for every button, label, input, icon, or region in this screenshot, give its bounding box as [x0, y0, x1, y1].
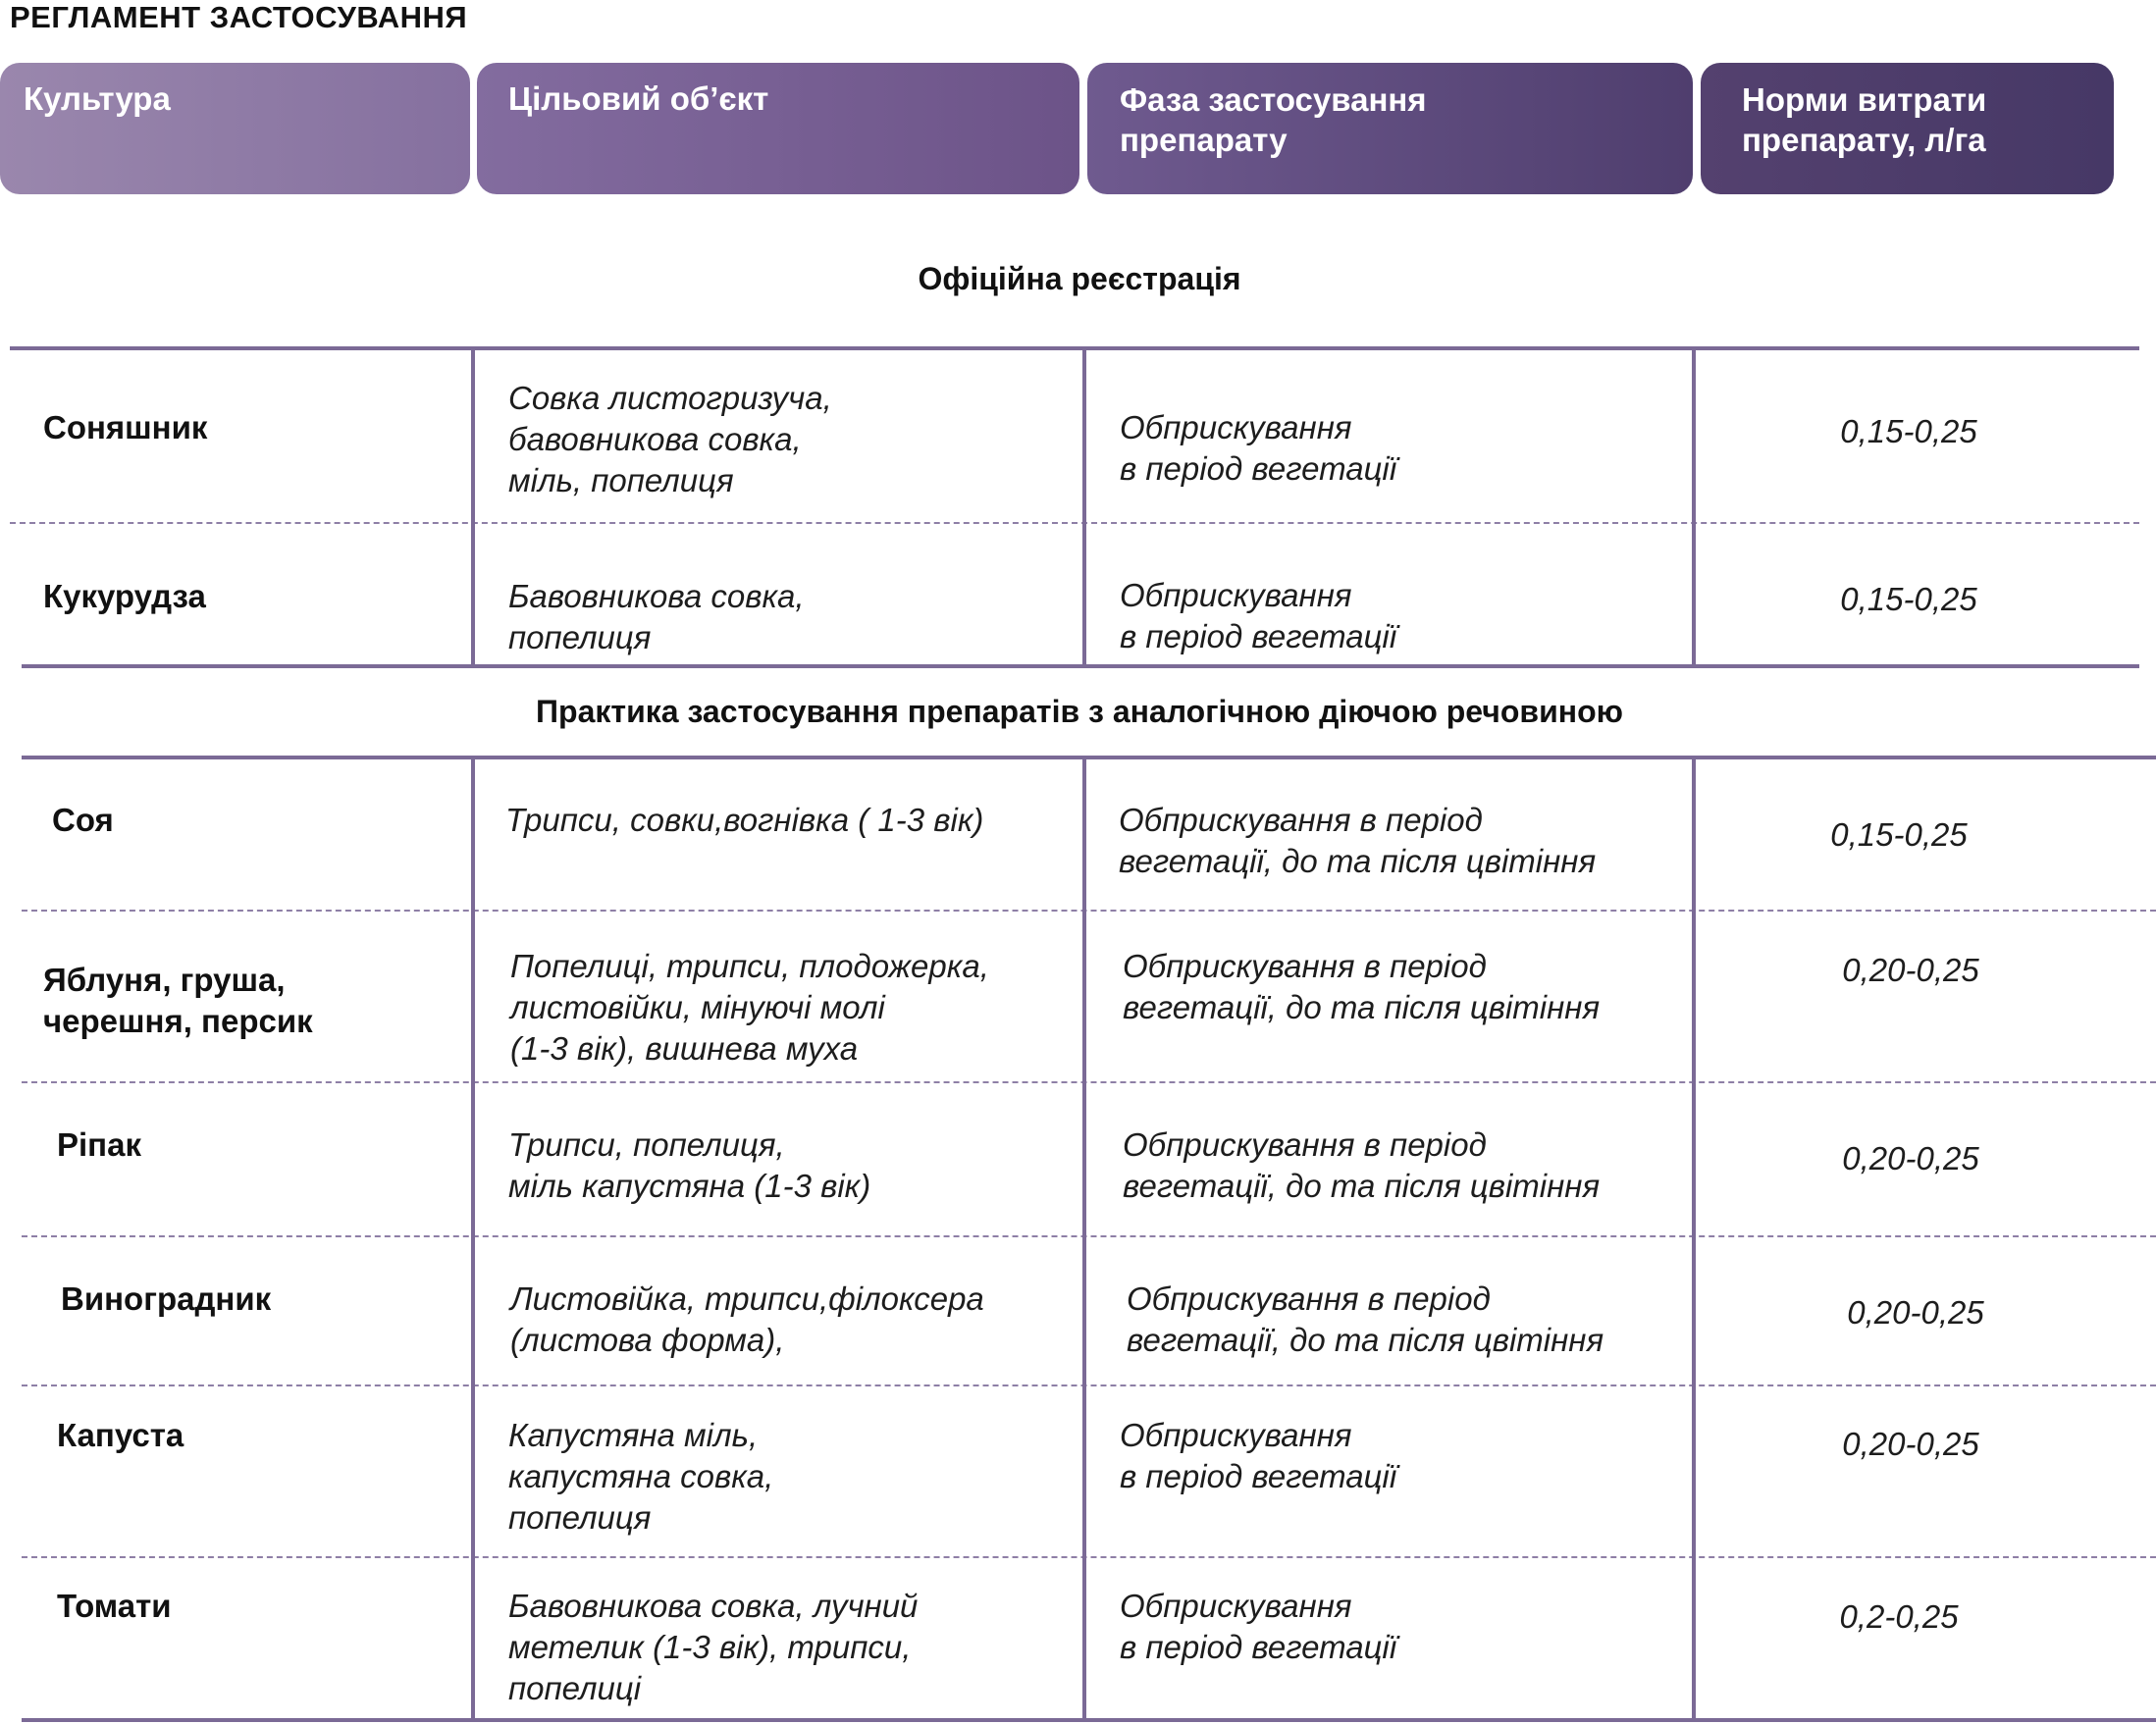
phase-cell: Обприскування в період вегетації, до та після цвітіння [1119, 802, 1597, 879]
crop-cell: Томати [57, 1588, 172, 1624]
row-separator [22, 910, 2156, 912]
column-divider [1082, 758, 1086, 1718]
header-phase: Фаза застосування препарату [1087, 63, 1693, 194]
section-practice: Практика застосування препаратів з аналогічною діючою речовиною [536, 694, 1623, 729]
row-separator [22, 1556, 2156, 1558]
rate-cell: 0,15-0,25 [1840, 413, 1977, 449]
column-divider [1082, 348, 1086, 664]
target-cell: Капустяна міль, капустяна совка, попелиця [508, 1417, 774, 1536]
rate-cell: 0,15-0,25 [1840, 581, 1977, 617]
crop-cell: Капуста [57, 1417, 184, 1453]
crop-cell: Виноградник [61, 1280, 272, 1317]
page-title: РЕГЛАМЕНТ ЗАСТОСУВАННЯ [10, 0, 468, 34]
crop-cell: Кукурудза [43, 578, 206, 614]
column-divider [1692, 758, 1696, 1718]
rate-cell: 0,2-0,25 [1839, 1598, 1959, 1635]
phase-cell: Обприскування в період вегетації, до та після цвітіння [1127, 1280, 1604, 1358]
target-cell: Бавовникова совка, лучний метелик (1-3 вік), трипси, попелиці [508, 1588, 919, 1706]
target-cell: Трипси, попелиця, міль капустяна (1-3 вік) [508, 1126, 871, 1204]
section-official: Офіційна реєстрація [918, 261, 1241, 296]
rate-cell: 0,15-0,25 [1830, 816, 1968, 853]
phase-cell: Обприскування в період вегетації [1120, 409, 1397, 487]
target-cell: Листовійка, трипси,філоксера (листова форма), [510, 1280, 984, 1358]
rate-cell: 0,20-0,25 [1842, 1426, 1979, 1462]
phase-cell: Обприскування в період вегетації, до та після цвітіння [1123, 1126, 1601, 1204]
target-cell: Совка листогризуча, бавовникова совка, міль, попелиця [508, 380, 832, 498]
row-separator [22, 1384, 2156, 1386]
phase-cell: Обприскування в період вегетації, до та після цвітіння [1123, 948, 1601, 1025]
table-line [10, 346, 2139, 350]
crop-cell: Ріпак [57, 1126, 141, 1163]
rate-cell: 0,20-0,25 [1842, 1140, 1979, 1176]
row-separator [22, 1081, 2156, 1083]
table-line [22, 1718, 2156, 1722]
phase-cell: Обприскування в період вегетації [1120, 1588, 1397, 1665]
column-divider [1692, 348, 1696, 664]
phase-cell: Обприскування в період вегетації [1120, 577, 1397, 654]
table-line [22, 756, 2156, 759]
row-separator [22, 1235, 2156, 1237]
target-cell: Попелиці, трипси, плодожерка, листовійки, мінуючі молі (1-3 вік), вишнева муха [510, 948, 989, 1067]
crop-cell: Яблуня, груша, черешня, персик [43, 962, 313, 1039]
row-separator [10, 522, 2139, 524]
table-line [22, 664, 2139, 668]
crop-cell: Соняшник [43, 409, 208, 445]
phase-cell: Обприскування в період вегетації [1120, 1417, 1397, 1494]
target-cell: Трипси, совки,вогнівка ( 1-3 вік) [505, 802, 984, 838]
column-divider [471, 758, 475, 1718]
rate-cell: 0,20-0,25 [1847, 1294, 1984, 1331]
crop-cell: Соя [52, 802, 114, 838]
header-rate: Норми витрати препарату, л/га [1701, 63, 2114, 194]
column-divider [471, 348, 475, 664]
header-crop: Культура [0, 63, 470, 194]
rate-cell: 0,20-0,25 [1842, 952, 1979, 988]
header-target: Цільовий об’єкт [477, 63, 1079, 194]
target-cell: Бавовникова совка, попелиця [508, 578, 805, 655]
